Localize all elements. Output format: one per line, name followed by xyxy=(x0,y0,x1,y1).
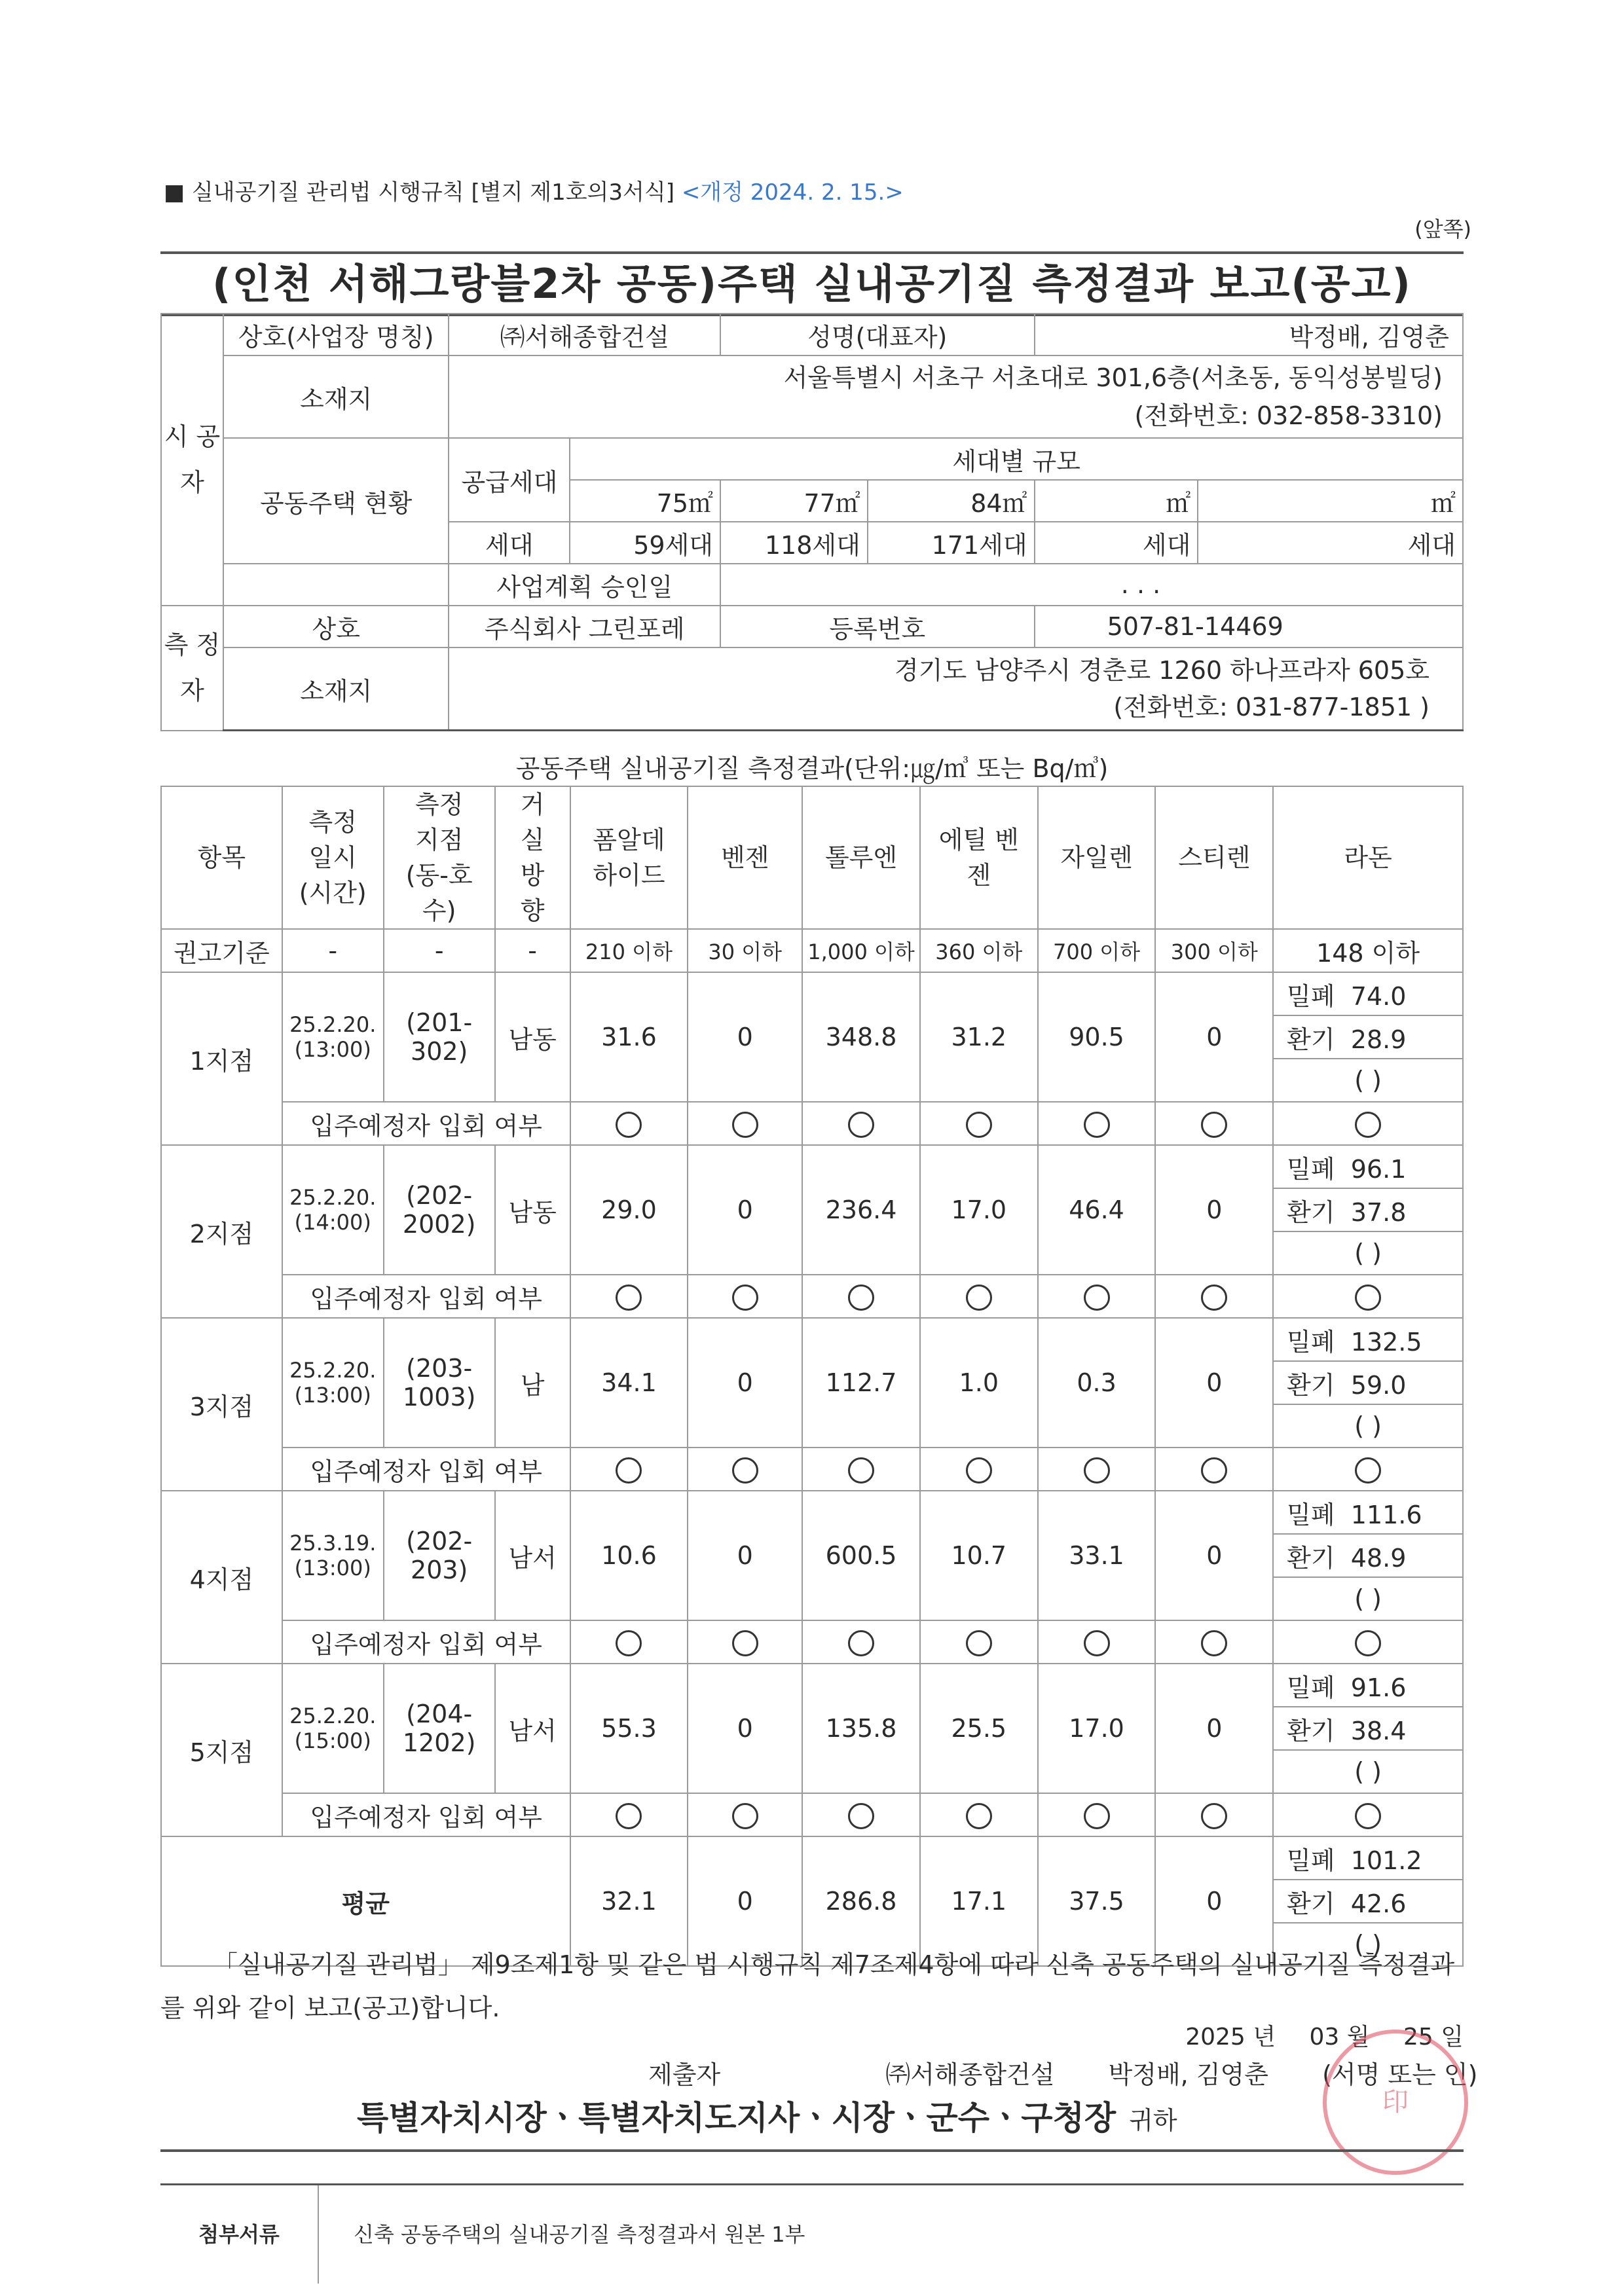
measurer-name-label: 상호 xyxy=(223,606,449,647)
circle-icon xyxy=(616,1630,642,1656)
constructor-phone: (전화번호: 032-858-3310) xyxy=(1134,401,1443,430)
radon-closed-value: 74.0 xyxy=(1350,981,1407,1011)
standard-2: - xyxy=(384,929,495,972)
attendance-mark xyxy=(920,1620,1038,1664)
value-0: 29.0 xyxy=(570,1145,688,1275)
value-3: 10.7 xyxy=(920,1491,1038,1620)
info-table xyxy=(160,313,1464,731)
point-name: 3지점 xyxy=(161,1318,282,1491)
vent-label: 환기 xyxy=(1287,1716,1335,1745)
company-name: ㈜서해종합건설 xyxy=(449,314,720,355)
circle-icon xyxy=(848,1285,874,1311)
registration-number: 507-81-14469 xyxy=(1035,606,1463,647)
vent-label: 환기 xyxy=(1287,1889,1335,1918)
measure-location: (201- 302) xyxy=(384,972,495,1102)
units-label: 세대 xyxy=(449,522,570,564)
value-5: 0 xyxy=(1155,1145,1273,1275)
radon-paren: ( ) xyxy=(1273,1577,1463,1620)
header-10: 라돈 xyxy=(1273,786,1463,929)
circle-icon xyxy=(1084,1630,1110,1656)
value-5: 0 xyxy=(1155,972,1273,1102)
address-label: 소재지 xyxy=(223,355,449,438)
constructor-address: 서울특별시 서초구 서초대로 301,6층(서초동, 동익성봉빌딩) xyxy=(783,363,1443,392)
vent-label: 환기 xyxy=(1287,1025,1335,1054)
average-value-0: 32.1 xyxy=(570,1836,688,1966)
measurer-address: 경기도 남양주시 경춘로 1260 하나프라자 605호 xyxy=(895,656,1430,685)
radon-paren: ( ) xyxy=(1273,1404,1463,1448)
circle-icon xyxy=(1201,1112,1227,1138)
value-4: 90.5 xyxy=(1038,972,1156,1102)
recipient-line xyxy=(357,2092,1177,2139)
attendance-mark xyxy=(920,1102,1038,1145)
circle-icon xyxy=(616,1457,642,1484)
vent-label: 환기 xyxy=(1287,1197,1335,1227)
attachments-value: 신축 공동주택의 실내공기질 측정결과서 원본 1부 xyxy=(354,2222,805,2247)
living-direction: 남 xyxy=(495,1318,570,1448)
form-reference xyxy=(164,174,904,206)
statement-text: 「실내공기질 관리법」 제9조제1항 및 같은 법 시행규칙 제7조제4항에 따라 신축 공동주택의 실내공기질 측정결과를 위와 같이 보고(공고)합니다. xyxy=(160,1950,1455,2022)
value-0: 34.1 xyxy=(570,1318,688,1448)
circle-icon xyxy=(848,1112,874,1138)
living-direction: 남동 xyxy=(495,1145,570,1275)
value-3: 1.0 xyxy=(920,1318,1038,1448)
value-0: 10.6 xyxy=(570,1491,688,1620)
circle-icon xyxy=(732,1630,758,1656)
attendance-mark xyxy=(688,1448,802,1491)
average-value-5: 0 xyxy=(1155,1836,1273,1966)
attendance-mark xyxy=(920,1793,1038,1836)
attendance-mark xyxy=(1155,1448,1273,1491)
recipient: 특별자치시장ㆍ특별자치도지사ㆍ시장ㆍ군수ㆍ구청장 xyxy=(357,2099,1116,2137)
measure-location: (203- 1003) xyxy=(384,1318,495,1448)
value-1: 0 xyxy=(688,1491,802,1620)
attendance-mark xyxy=(1038,1793,1156,1836)
closed-label: 밀폐 xyxy=(1287,1846,1335,1875)
units-1: 59세대 xyxy=(570,522,720,564)
value-3: 25.5 xyxy=(920,1664,1038,1793)
attachments-label: 첨부서류 xyxy=(160,2185,319,2284)
average-value-2: 286.8 xyxy=(802,1836,920,1966)
standard-3: - xyxy=(495,929,570,972)
value-2: 236.4 xyxy=(802,1145,920,1275)
circle-icon xyxy=(966,1285,992,1311)
attendance-mark xyxy=(920,1275,1038,1318)
attendance-mark xyxy=(1155,1102,1273,1145)
standard-5: 30 이하 xyxy=(688,929,802,972)
circle-icon xyxy=(1355,1803,1381,1829)
closed-label: 밀폐 xyxy=(1287,1673,1335,1702)
average-radon-vent xyxy=(1273,1880,1463,1923)
standard-0: 권고기준 xyxy=(161,929,282,972)
radon-vent xyxy=(1273,1015,1463,1059)
circle-icon xyxy=(966,1457,992,1484)
measure-datetime: 25.2.20. (14:00) xyxy=(282,1145,384,1275)
circle-icon xyxy=(1355,1285,1381,1311)
circle-icon xyxy=(1355,1630,1381,1656)
units-4: 세대 xyxy=(1035,522,1198,564)
company-seal-stamp: 印 xyxy=(1323,2030,1468,2175)
registration-label: 등록번호 xyxy=(720,606,1035,647)
header-3: 거실 방향 xyxy=(495,786,570,929)
circle-icon xyxy=(732,1112,758,1138)
living-direction: 남서 xyxy=(495,1491,570,1620)
radon-closed xyxy=(1273,1145,1463,1188)
attendance-mark xyxy=(802,1275,920,1318)
revision-text: <개정 2024. 2. 15.> xyxy=(681,179,904,206)
circle-icon xyxy=(1084,1112,1110,1138)
value-4: 0.3 xyxy=(1038,1318,1156,1448)
attendance-mark xyxy=(1273,1448,1463,1491)
measure-datetime: 25.2.20. (13:00) xyxy=(282,1318,384,1448)
header-8: 자일렌 xyxy=(1038,786,1156,929)
approval-label: 사업계획 승인일 xyxy=(449,564,720,606)
approval-date: . . . xyxy=(720,564,1463,606)
value-5: 0 xyxy=(1155,1491,1273,1620)
measurer-address-cell xyxy=(449,647,1463,731)
circle-icon xyxy=(1084,1285,1110,1311)
standard-1: - xyxy=(282,929,384,972)
measure-location: (202- 2002) xyxy=(384,1145,495,1275)
measurer-phone: (전화번호: 031-877-1851 ) xyxy=(1113,693,1430,721)
report-day: 25 일 xyxy=(1403,2024,1464,2050)
circle-icon xyxy=(966,1112,992,1138)
circle-icon xyxy=(1201,1803,1227,1829)
header-5: 벤젠 xyxy=(688,786,802,929)
header-6: 톨루엔 xyxy=(802,786,920,929)
standard-10: 148 이하 xyxy=(1273,929,1463,972)
circle-icon xyxy=(1084,1457,1110,1484)
submitter-name: 박정배, 김영춘 xyxy=(1108,2060,1268,2089)
circle-icon xyxy=(732,1457,758,1484)
radon-vent xyxy=(1273,1707,1463,1750)
header-9: 스티렌 xyxy=(1155,786,1273,929)
value-2: 348.8 xyxy=(802,972,920,1102)
value-3: 31.2 xyxy=(920,972,1038,1102)
closed-label: 밀폐 xyxy=(1287,1154,1335,1184)
representative: 박정배, 김영춘 xyxy=(1035,314,1463,355)
point-name: 5지점 xyxy=(161,1664,282,1836)
value-4: 17.0 xyxy=(1038,1664,1156,1793)
closed-label: 밀폐 xyxy=(1287,1500,1335,1529)
radon-closed-value: 91.6 xyxy=(1350,1673,1407,1702)
circle-icon xyxy=(966,1803,992,1829)
results-caption: 공동주택 실내공기질 측정결과(단위:㎍/㎥ 또는 Bq/㎥) xyxy=(515,754,1109,783)
circle-icon xyxy=(616,1112,642,1138)
standard-4: 210 이하 xyxy=(570,929,688,972)
attendance-mark xyxy=(802,1448,920,1491)
average-radon-closed xyxy=(1273,1836,1463,1880)
attendance-mark xyxy=(1273,1102,1463,1145)
units-2: 118세대 xyxy=(720,522,868,564)
circle-icon xyxy=(732,1285,758,1311)
header-1: 측정 일시 (시간) xyxy=(282,786,384,929)
radon-closed xyxy=(1273,1318,1463,1361)
attendance-label: 입주예정자 입회 여부 xyxy=(282,1275,570,1318)
attendance-mark xyxy=(570,1793,688,1836)
circle-icon xyxy=(616,1285,642,1311)
housing-status-label: 공동주택 현황 xyxy=(223,438,449,564)
value-0: 31.6 xyxy=(570,972,688,1102)
attendance-mark xyxy=(570,1102,688,1145)
radon-closed xyxy=(1273,972,1463,1015)
point-name: 2지점 xyxy=(161,1145,282,1318)
radon-paren: ( ) xyxy=(1273,1750,1463,1793)
standard-6: 1,000 이하 xyxy=(802,929,920,972)
closed-label: 밀폐 xyxy=(1287,981,1335,1011)
radon-closed-value: 132.5 xyxy=(1350,1327,1422,1357)
vent-label: 환기 xyxy=(1287,1370,1335,1400)
radon-closed xyxy=(1273,1491,1463,1534)
measurer-address-label: 소재지 xyxy=(223,647,449,731)
value-5: 0 xyxy=(1155,1318,1273,1448)
measure-datetime: 25.2.20. (13:00) xyxy=(282,972,384,1102)
attendance-mark xyxy=(1038,1620,1156,1664)
sign-note: (서명 또는 인) xyxy=(1322,2060,1478,2089)
value-1: 0 xyxy=(688,972,802,1102)
attendance-mark xyxy=(1038,1102,1156,1145)
standard-7: 360 이하 xyxy=(920,929,1038,972)
radon-vent xyxy=(1273,1534,1463,1577)
attendance-mark xyxy=(1038,1448,1156,1491)
closed-label: 밀폐 xyxy=(1287,1327,1335,1357)
average-label: 평균 xyxy=(161,1836,570,1966)
attendance-label: 입주예정자 입회 여부 xyxy=(282,1620,570,1664)
measurer-name: 주식회사 그린포레 xyxy=(449,606,720,647)
radon-vent-value: 28.9 xyxy=(1350,1025,1407,1054)
size-5: ㎡ xyxy=(1198,480,1463,522)
header-2: 측정 지점 (동-호수) xyxy=(384,786,495,929)
circle-icon xyxy=(848,1803,874,1829)
attendance-mark xyxy=(802,1620,920,1664)
radon-vent-value: 59.0 xyxy=(1350,1370,1407,1400)
radon-vent xyxy=(1273,1188,1463,1231)
radon-closed-value: 96.1 xyxy=(1350,1154,1407,1184)
company-name-label: 상호(사업장 명칭) xyxy=(223,314,449,355)
radon-closed xyxy=(1273,1664,1463,1707)
attendance-mark xyxy=(1155,1275,1273,1318)
average-value-3: 17.1 xyxy=(920,1836,1038,1966)
attendance-mark xyxy=(1155,1793,1273,1836)
value-1: 0 xyxy=(688,1145,802,1275)
circle-icon xyxy=(848,1630,874,1656)
attendance-mark xyxy=(1038,1275,1156,1318)
header-0: 항목 xyxy=(161,786,282,929)
average-vent-value: 42.6 xyxy=(1350,1889,1407,1918)
value-1: 0 xyxy=(688,1664,802,1793)
report-month: 03 월 xyxy=(1309,2024,1370,2050)
report-year: 2025 년 xyxy=(1185,2024,1276,2050)
unit-scale-label: 세대별 규모 xyxy=(570,438,1463,480)
circle-icon xyxy=(1355,1112,1381,1138)
header-7: 에틸 벤젠 xyxy=(920,786,1038,929)
value-1: 0 xyxy=(688,1318,802,1448)
attendance-mark xyxy=(802,1793,920,1836)
value-2: 112.7 xyxy=(802,1318,920,1448)
attendance-mark xyxy=(1273,1620,1463,1664)
vent-label: 환기 xyxy=(1287,1543,1335,1573)
attendance-mark xyxy=(1273,1793,1463,1836)
measure-datetime: 25.3.19. (13:00) xyxy=(282,1491,384,1620)
living-direction: 남서 xyxy=(495,1664,570,1793)
form-ref-text: ■ 실내공기질 관리법 시행규칙 [별지 제1호의3서식] xyxy=(164,179,674,206)
attendance-label: 입주예정자 입회 여부 xyxy=(282,1448,570,1491)
attendance-mark xyxy=(688,1275,802,1318)
value-4: 46.4 xyxy=(1038,1145,1156,1275)
standard-8: 700 이하 xyxy=(1038,929,1156,972)
measurer-side-label: 측 정 자 xyxy=(161,606,223,731)
page-side-label: (앞쪽) xyxy=(1414,217,1471,242)
attachments-row xyxy=(160,2183,1464,2284)
attendance-label: 입주예정자 입회 여부 xyxy=(282,1102,570,1145)
attendance-mark xyxy=(570,1620,688,1664)
submitter-company: ㈜서해종합건설 xyxy=(885,2060,1055,2089)
attendance-mark xyxy=(570,1448,688,1491)
attendance-mark xyxy=(570,1275,688,1318)
size-3: 84㎡ xyxy=(868,480,1035,522)
average-value-1: 0 xyxy=(688,1836,802,1966)
constructor-side-label: 시 공 자 xyxy=(161,314,223,606)
results-table xyxy=(160,786,1464,1967)
measure-location: (204- 1202) xyxy=(384,1664,495,1793)
living-direction: 남동 xyxy=(495,972,570,1102)
value-5: 0 xyxy=(1155,1664,1273,1793)
submitter-label: 제출자 xyxy=(648,2060,721,2089)
standard-9: 300 이하 xyxy=(1155,929,1273,972)
circle-icon xyxy=(1201,1630,1227,1656)
circle-icon xyxy=(966,1630,992,1656)
circle-icon xyxy=(1201,1285,1227,1311)
radon-closed-value: 111.6 xyxy=(1350,1500,1422,1529)
radon-vent-value: 48.9 xyxy=(1350,1543,1407,1573)
radon-vent xyxy=(1273,1361,1463,1404)
address-cell xyxy=(449,355,1463,438)
circle-icon xyxy=(732,1803,758,1829)
units-5: 세대 xyxy=(1198,522,1463,564)
circle-icon xyxy=(1084,1803,1110,1829)
attendance-mark xyxy=(688,1793,802,1836)
attendance-mark xyxy=(688,1102,802,1145)
attendance-mark xyxy=(802,1102,920,1145)
average-radon-paren: ( ) xyxy=(1273,1923,1463,1966)
circle-icon xyxy=(616,1803,642,1829)
value-3: 17.0 xyxy=(920,1145,1038,1275)
circle-icon xyxy=(1201,1457,1227,1484)
supply-units-label: 공급세대 xyxy=(449,438,570,522)
point-name: 1지점 xyxy=(161,972,282,1145)
attendance-mark xyxy=(1155,1620,1273,1664)
size-4: ㎡ xyxy=(1035,480,1198,522)
measure-location: (202- 203) xyxy=(384,1491,495,1620)
attendance-label: 입주예정자 입회 여부 xyxy=(282,1793,570,1836)
circle-icon xyxy=(848,1457,874,1484)
header-4: 폼알데 하이드 xyxy=(570,786,688,929)
size-2: 77㎡ xyxy=(720,480,868,522)
measure-datetime: 25.2.20. (15:00) xyxy=(282,1664,384,1793)
radon-vent-value: 38.4 xyxy=(1350,1716,1407,1745)
honorific: 귀하 xyxy=(1129,2106,1177,2135)
radon-paren: ( ) xyxy=(1273,1231,1463,1275)
radon-paren: ( ) xyxy=(1273,1059,1463,1102)
attendance-mark xyxy=(1273,1275,1463,1318)
value-4: 33.1 xyxy=(1038,1491,1156,1620)
divider xyxy=(160,2149,1464,2152)
document-title: (인천 서해그랑블2차 공동)주택 실내공기질 측정결과 보고(공고) xyxy=(160,251,1464,316)
average-value-4: 37.5 xyxy=(1038,1836,1156,1966)
attendance-mark xyxy=(688,1620,802,1664)
average-closed-value: 101.2 xyxy=(1350,1846,1422,1875)
units-3: 171세대 xyxy=(868,522,1035,564)
circle-icon xyxy=(1355,1457,1381,1484)
representative-label: 성명(대표자) xyxy=(720,314,1035,355)
radon-vent-value: 37.8 xyxy=(1350,1197,1407,1227)
size-1: 75㎡ xyxy=(570,480,720,522)
point-name: 4지점 xyxy=(161,1491,282,1664)
value-2: 600.5 xyxy=(802,1491,920,1620)
value-0: 55.3 xyxy=(570,1664,688,1793)
value-2: 135.8 xyxy=(802,1664,920,1793)
attendance-mark xyxy=(920,1448,1038,1491)
